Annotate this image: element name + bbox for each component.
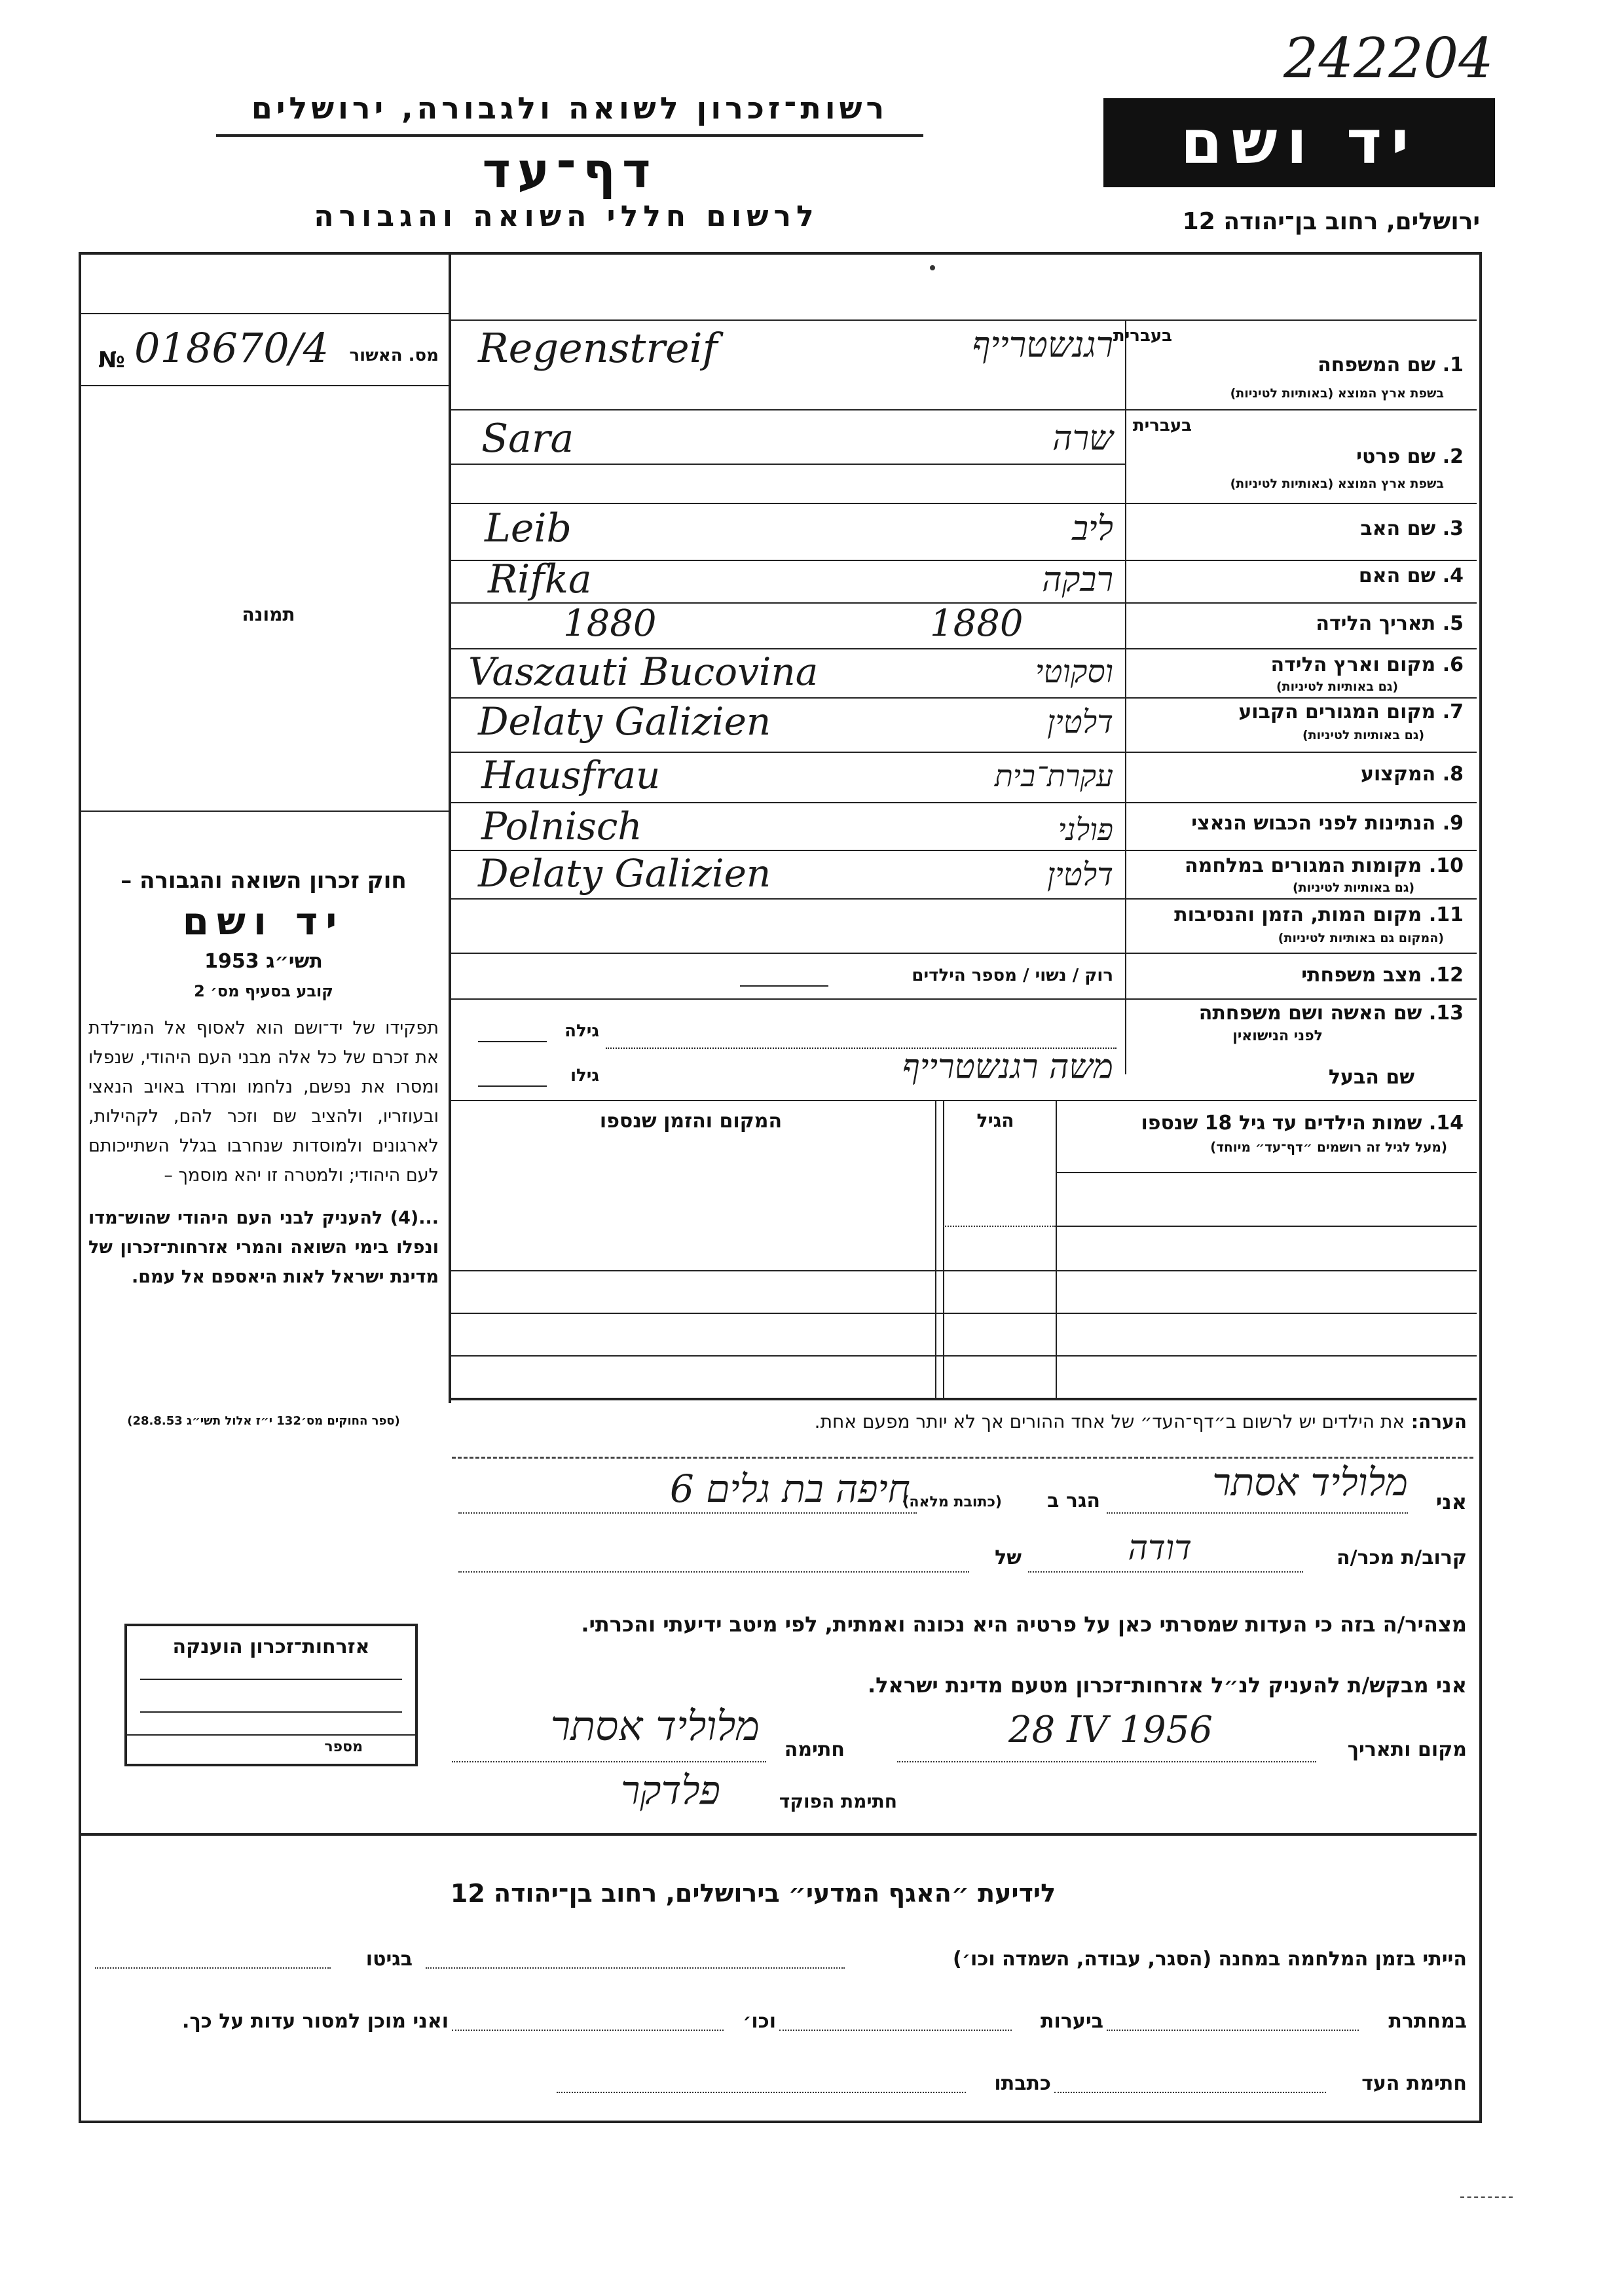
field-11-label xyxy=(1133,903,1464,926)
footer-line2-mid1: ביערות xyxy=(1041,2010,1103,2033)
field-8-text: המקצוע xyxy=(1360,763,1436,786)
husband-age-blank[interactable] xyxy=(478,1085,547,1087)
date-blank[interactable] xyxy=(897,1761,1316,1762)
law-title: חוק זכרון השואה והגבורה – xyxy=(120,867,407,894)
field-4-latin: Rifka xyxy=(488,556,592,602)
field-8-latin: Hausfrau xyxy=(481,753,661,797)
field-2-num: 2. xyxy=(1442,445,1464,468)
footer-line3-blank-1[interactable] xyxy=(1054,2092,1326,2093)
row-line-12 xyxy=(449,998,1477,1000)
place-date-label: מקום ותאריך xyxy=(1347,1738,1467,1761)
field-6-num: 6. xyxy=(1442,653,1464,676)
header-address: ירושלים, רחוב בן־יהודה 12 xyxy=(1182,208,1480,235)
print-dot xyxy=(930,265,935,270)
signature-blank[interactable] xyxy=(452,1761,766,1762)
field-10-label xyxy=(1133,854,1464,877)
footer-line3-blank-2[interactable] xyxy=(557,2092,966,2093)
field-6-latin: Vaszauti Bucovina xyxy=(468,649,819,694)
field-9-latin: Polnisch xyxy=(481,804,642,848)
field-3-hebrew: ליב xyxy=(1071,509,1113,549)
approval-number: 018670/4 xyxy=(134,324,329,372)
field-8-label xyxy=(1133,763,1464,786)
footer-separator xyxy=(79,1833,1477,1836)
officer-label: חתימת הפוקד xyxy=(779,1791,897,1812)
left-col-line-approval xyxy=(79,385,449,386)
field-1-sublabel: בשפת ארץ המוצא (באותיות לטיניות) xyxy=(1230,386,1444,401)
footer-line1-blank-2[interactable] xyxy=(95,1967,331,1969)
declarant-name: מלוליד אסתר xyxy=(1212,1460,1408,1504)
field-11-text: מקום המות, הזמן והנסיבות xyxy=(1174,903,1422,926)
row-line-top xyxy=(449,319,1477,321)
field-6-text: מקום וארץ הלידה xyxy=(1270,653,1436,676)
children-row-1[interactable] xyxy=(1056,1226,1477,1227)
law-section: קובע בסעיף מס׳ 2 xyxy=(194,982,333,1000)
field-7-sublabel: (גם באותיות לטיניות) xyxy=(1302,728,1424,742)
field-13-age-blank[interactable] xyxy=(478,1041,547,1042)
children-col-divider-3 xyxy=(1056,1100,1057,1398)
approval-no-sign: № xyxy=(98,347,125,373)
row-line-6 xyxy=(449,697,1477,699)
declarant-address-hint: (כתובת מלאה) xyxy=(902,1494,1002,1510)
field-6-hebrew: וסקוטי xyxy=(1035,653,1113,690)
footer-line2-end: ואני מוכן למסור עדות על כך. xyxy=(182,2010,449,2033)
law-block xyxy=(88,867,439,1292)
field-1-hebrew: רגנשטרייף xyxy=(972,324,1113,365)
field-2-latin: Sara xyxy=(481,416,574,462)
law-name: יד ושם xyxy=(182,899,345,943)
row-line-11 xyxy=(449,953,1477,954)
field-10-sublabel: (גם באותיות לטיניות) xyxy=(1292,881,1414,895)
officer-signature: פלדקר xyxy=(620,1768,720,1813)
declarant-resides-label: הגר ב xyxy=(1047,1489,1100,1512)
declarant-signature: מלוליד אסתר xyxy=(550,1702,760,1750)
footer-line3-mid: כתבתו xyxy=(994,2072,1051,2095)
of-label: של xyxy=(995,1546,1022,1569)
field-4-hebrew: רבקה xyxy=(1042,560,1113,600)
husband-label: שם הבעל xyxy=(1328,1066,1414,1089)
husband-age-label: גילו xyxy=(570,1066,599,1085)
scan-mark xyxy=(1460,2196,1513,2198)
field-3-text: שם האב xyxy=(1360,517,1436,540)
field-13-label xyxy=(1133,1002,1464,1025)
children-line-bottom xyxy=(449,1398,1477,1400)
field-5-label xyxy=(1133,612,1464,635)
citizenship-line-2[interactable] xyxy=(140,1711,402,1713)
note-separator xyxy=(452,1457,1473,1459)
declarant-name-blank[interactable] xyxy=(1107,1512,1408,1514)
row-line-1 xyxy=(449,409,1477,410)
row-line-10 xyxy=(449,898,1477,900)
footer-line2-blank-2[interactable] xyxy=(779,2030,1012,2031)
yad-vashem-logo xyxy=(1103,98,1495,187)
field-10-num: 10. xyxy=(1428,854,1464,877)
citizenship-number-label: מספר xyxy=(324,1739,363,1755)
field-2-hebrew: שרה xyxy=(1052,419,1113,458)
children-col-age: הגיל xyxy=(976,1110,1014,1131)
field-3-num: 3. xyxy=(1442,517,1464,540)
declaration-date: 28 IV 1956 xyxy=(1008,1709,1213,1751)
field-7-label xyxy=(1133,701,1464,723)
field-4-num: 4. xyxy=(1442,564,1464,587)
law-text-1: תפקידו של יד־ושם הוא לאסוף אל המו־לדת את זכרם של כל אלה מבני העם היהודי, שנפלו ומסרו את נפשם, נלחמו ומרדו באויב הנאצי ובעוזריו, ולהציב שם וזכר להם, לקהילות, לארגונים ולמוסדות שנחרבו בגלל השתייכותם לעם היהודי; ולמטרה זו יהא מוסמך – xyxy=(88,1018,439,1186)
relation-blank[interactable] xyxy=(1028,1571,1303,1573)
footer-line2-blank-3[interactable] xyxy=(452,2030,724,2031)
field-3-latin: Leib xyxy=(485,505,572,551)
law-text-2: ...(4) להעניק לבני העם היהודי שהוש־מדו ונפלו בימי השואה והמרי אזרחות־זכרון של מדינת ישראל לאות היאספם אל עמם. xyxy=(88,1208,439,1287)
field-1-text: שם המשפחה xyxy=(1318,354,1436,376)
children-line-head xyxy=(1056,1172,1477,1173)
footer-line2-mid2: וכו׳ xyxy=(743,2010,776,2033)
row-line-8 xyxy=(449,802,1477,803)
children-col-divider-2 xyxy=(943,1100,944,1398)
field-5-text: תאריך הלידה xyxy=(1316,612,1436,635)
of-blank[interactable] xyxy=(458,1571,969,1573)
authority-title: רשות־זכרון לשואה ולגבורה, ירושלים xyxy=(251,90,889,126)
field-1-latin: Regenstreif xyxy=(478,324,718,372)
field-11-num: 11. xyxy=(1428,903,1464,926)
field-13-sublabel: לפני הנישואין xyxy=(1232,1028,1323,1044)
declaration-2: אני מבקש/ת להעניק לנ״ל אזרחות־זכרון מטעם מדינת ישראל. xyxy=(868,1673,1467,1698)
footer-line3-label: חתימת העד xyxy=(1361,2072,1467,2095)
field-7-num: 7. xyxy=(1442,701,1464,723)
children-row-2[interactable] xyxy=(449,1270,1477,1271)
children-row-4[interactable] xyxy=(449,1355,1477,1357)
field-8-hebrew: עקרת־בית xyxy=(994,758,1113,793)
field-6-label xyxy=(1133,653,1464,676)
field-5-num: 5. xyxy=(1442,612,1464,635)
citizenship-title: אזרחות־זכרון הוענקה xyxy=(172,1635,370,1658)
field-9-label xyxy=(1133,812,1464,835)
field-11-sublabel: (המקום גם באותיות לטיניות) xyxy=(1278,931,1444,945)
field-12-blank[interactable] xyxy=(740,985,828,987)
field-9-hebrew: פולני xyxy=(1058,812,1113,847)
field-2-sublabel: בשפת ארץ המוצא (באותיות לטיניות) xyxy=(1230,477,1444,491)
field-8-num: 8. xyxy=(1442,763,1464,786)
field-2-label xyxy=(1133,445,1464,468)
declarant-address-blank[interactable] xyxy=(458,1512,917,1514)
row-line-2-mid xyxy=(449,464,1125,465)
children-sublabel: (מעל לגיל זה רושמים ״דף־עד״ מיוחד) xyxy=(1210,1139,1447,1155)
field-2-lang: בעברית xyxy=(1132,416,1192,435)
photo-label: תמונה xyxy=(242,604,295,625)
husband-name: משה רגנשטרייף xyxy=(902,1048,1113,1087)
field-10-text: מקומות המגורים במלחמה xyxy=(1185,854,1422,877)
children-note xyxy=(458,1411,1467,1432)
children-row-1-age[interactable] xyxy=(943,1226,1056,1227)
form-subtitle: לרשום חללי השואה והגבורה xyxy=(314,200,819,233)
row-line-13 xyxy=(449,1100,1477,1101)
archive-number: 242204 xyxy=(1283,26,1494,90)
children-text: שמות הילדים עד גיל 18 שנספו xyxy=(1141,1112,1422,1135)
declarant-i-label: אני xyxy=(1435,1489,1467,1514)
field-7-text: מקום המגורים הקבוע xyxy=(1238,701,1436,723)
field-1-lang: בעברית xyxy=(1113,326,1172,346)
field-5-latin: 1880 xyxy=(563,602,657,645)
left-col-line-top xyxy=(79,313,449,314)
signature-label: חתימה xyxy=(784,1738,845,1761)
declaration-1: מצהיר/ה בזה כי העדות שמסרתי כאן על פרטיה היא נכונה ואמתית, לפי מיטב ידיעתי והכרתי. xyxy=(581,1612,1467,1637)
law-reference: (ספר החוקים מס׳132 י״ז אלול תשי״ג 28.8.53) xyxy=(127,1414,400,1428)
row-line-2 xyxy=(449,503,1477,504)
field-2-text: שם פרטי xyxy=(1356,445,1436,468)
approval-label: מס. האשור xyxy=(349,346,439,365)
field-3-label xyxy=(1133,517,1464,540)
footer-line2-label: במחתרת xyxy=(1388,2010,1467,2033)
field-7-hebrew: דלטין xyxy=(1046,704,1113,740)
children-col-place: המקום והזמן שנספו xyxy=(599,1110,783,1133)
children-note-text: את הילדים יש לרשום ב״דף־העד״ של אחד ההורים אך לא יותר מפעם אחת. xyxy=(814,1411,1405,1432)
left-column-divider xyxy=(449,252,451,1403)
field-9-text: הנתינות לפני הכבוש הנאצי xyxy=(1191,812,1436,835)
form-title: דף־עד xyxy=(482,143,657,199)
law-year: תשי״ג 1953 xyxy=(204,950,323,973)
field-7-latin: Delaty Galizien xyxy=(478,699,771,744)
declarant-address: חיפה בת גלים 6 xyxy=(669,1467,910,1511)
children-label xyxy=(1061,1112,1464,1135)
relative-label: קרוב/ת מכר/ה xyxy=(1337,1546,1467,1569)
field-12-options: רוק / נשוי / מספר הילדים xyxy=(912,966,1113,985)
relation-value: דודה xyxy=(1128,1529,1192,1568)
citizenship-line-1[interactable] xyxy=(140,1679,402,1680)
footer-line2-blank-1[interactable] xyxy=(1107,2030,1359,2031)
field-12-label xyxy=(1133,964,1464,987)
footer-title: לידיעת ״האגף המדעי״ בירושלים, רחוב בן־יהודה 12 xyxy=(450,1879,1056,1908)
citizenship-line-3 xyxy=(127,1734,415,1736)
field-1-label xyxy=(1133,354,1464,376)
citizenship-box xyxy=(124,1624,418,1766)
field-13-text: שם האשה ושם משפחתה xyxy=(1198,1002,1422,1025)
children-note-label: הערה: xyxy=(1411,1411,1467,1432)
field-4-text: שם האם xyxy=(1358,564,1436,587)
field-1-num: 1. xyxy=(1442,354,1464,376)
footer-line1-blank-1[interactable] xyxy=(426,1967,845,1969)
field-9-num: 9. xyxy=(1442,812,1464,835)
field-10-hebrew: דלטין xyxy=(1046,856,1113,893)
field-10-latin: Delaty Galizien xyxy=(478,851,771,896)
field-6-sublabel: (גם באותיות לטיניות) xyxy=(1276,680,1398,694)
children-col-divider-1 xyxy=(935,1100,936,1398)
field-4-label xyxy=(1133,564,1464,587)
left-col-line-photo xyxy=(79,811,449,812)
field-13-age-label: גילה xyxy=(564,1021,599,1041)
footer-line1-label: הייתי בזמן המלחמה במחנה (הסגר, עבודה, השמדה וכו׳) xyxy=(953,1948,1467,1971)
field-12-text: מצב משפחתי xyxy=(1301,964,1422,987)
children-num: 14. xyxy=(1428,1112,1464,1135)
logo-text: יד ושם xyxy=(1180,107,1418,177)
authority-underline xyxy=(216,134,923,137)
footer-line1-end: בגיטו xyxy=(365,1948,413,1971)
field-12-num: 12. xyxy=(1428,964,1464,987)
field-5-hebrew: 1880 xyxy=(930,602,1024,645)
children-row-3[interactable] xyxy=(449,1313,1477,1314)
field-13-num: 13. xyxy=(1428,1002,1464,1025)
